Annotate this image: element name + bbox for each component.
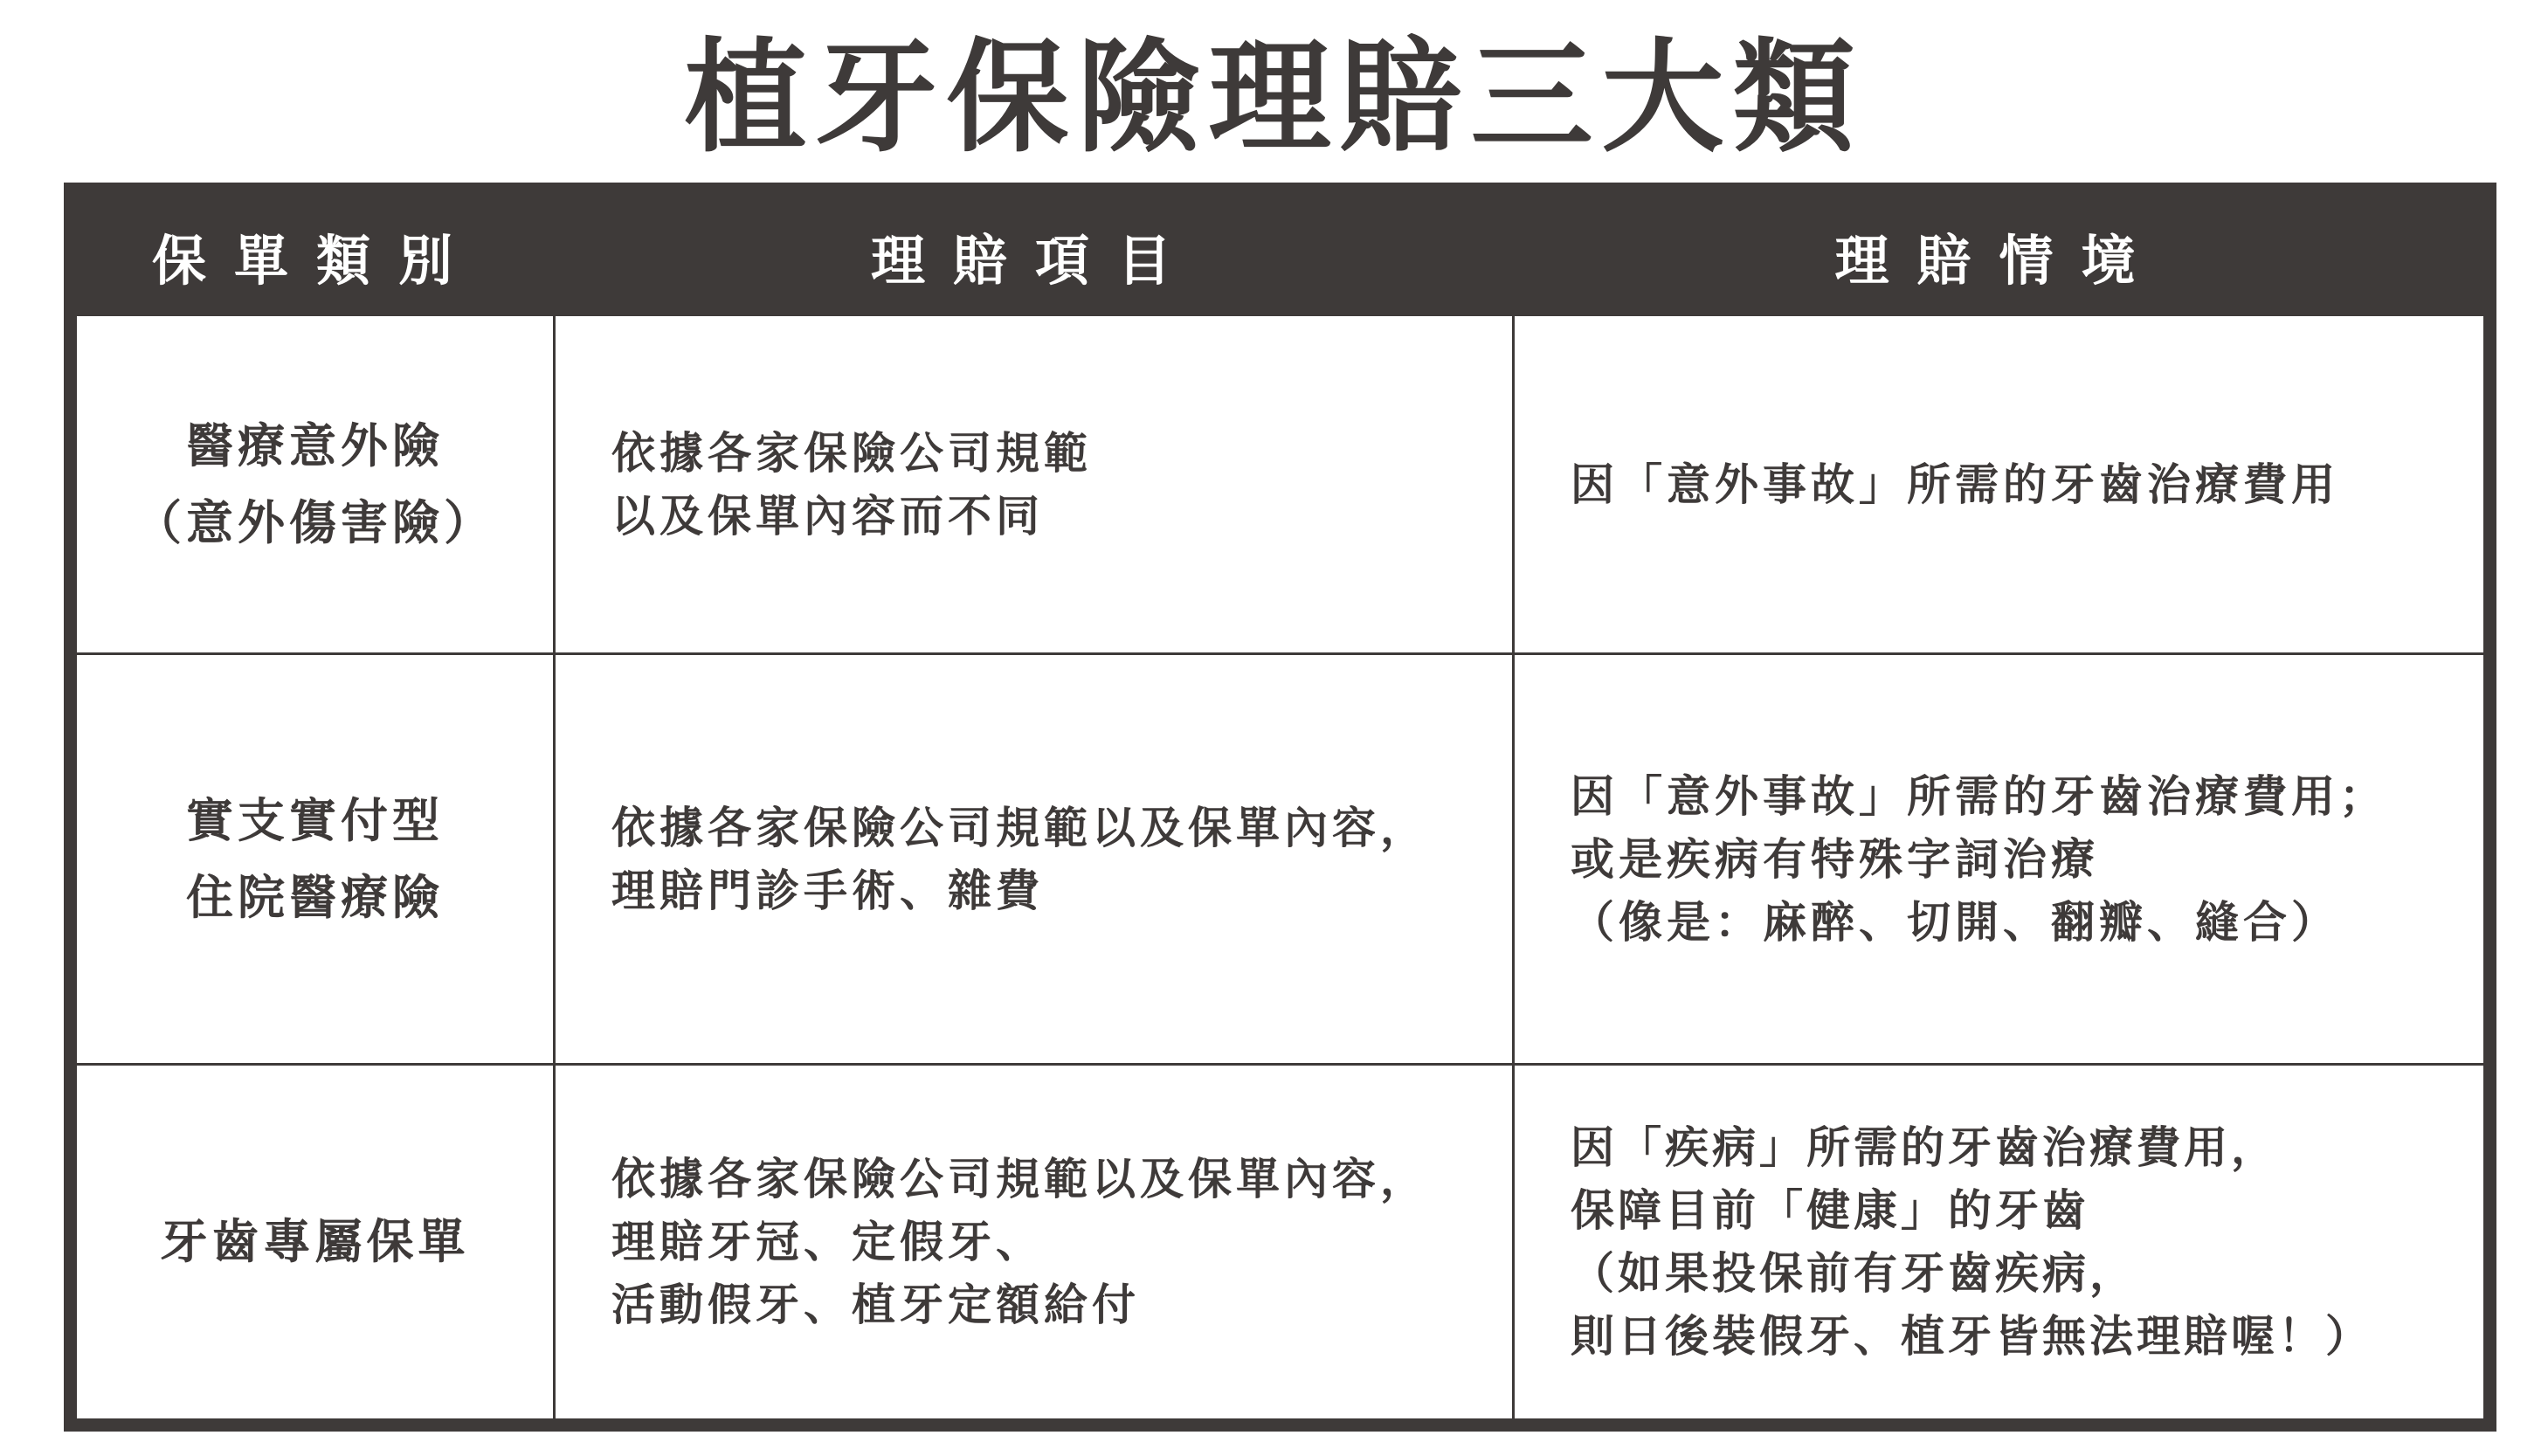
row-1-items (556, 316, 1515, 655)
row-1-category-line-2: （意外傷害險） (135, 494, 495, 550)
row-2-scenario-line-2: 或是疾病有特殊字詞治療 (1571, 833, 2099, 885)
row-2-category-line-1: 實支實付型 (186, 792, 444, 848)
row-1-scenario (1515, 316, 2483, 655)
page-title: 植牙保險理賠三大類 (684, 27, 1864, 169)
header-claim-scenario: 理賠情境 (1515, 196, 2483, 316)
row-3-category (77, 1066, 556, 1418)
row-3-items-line-2: 理賠牙冠、定假牙、 (611, 1217, 1044, 1267)
row-3-scenario (1515, 1066, 2483, 1418)
row-3-items-line-1: 依據各家保險公司規範以及保單內容， (611, 1154, 1428, 1204)
row-2-category-line-2: 住院醫療險 (186, 869, 444, 925)
row-2-scenario (1515, 655, 2483, 1066)
row-1-items-line-2: 以及保單內容而不同 (611, 490, 1044, 542)
row-2-category (77, 655, 556, 1066)
insurance-claims-table (64, 183, 2496, 1432)
row-3-items-line-3: 活動假牙、植牙定額給付 (611, 1280, 1140, 1330)
row-3-scenario-line-3: （如果投保前有牙齒疾病， (1571, 1248, 2137, 1299)
row-2-scenario-line-1: 因「意外事故」所需的牙齒治療費用； (1571, 770, 2387, 822)
row-3-items (556, 1066, 1515, 1418)
row-2-scenario-line-3: （像是：麻醉、切開、翻瓣、縫合） (1571, 896, 2339, 948)
row-1-category-line-1: 醫療意外險 (186, 417, 444, 473)
row-3-scenario-line-2: 保障目前「健康」的牙齒 (1571, 1185, 2089, 1236)
row-2-items-line-1: 依據各家保險公司規範以及保單內容， (611, 802, 1428, 853)
row-3-category-line-1: 牙齒專屬保單 (160, 1214, 470, 1269)
row-3-scenario-line-4: 則日後裝假牙、植牙皆無法理賠喔！） (1571, 1311, 2372, 1362)
row-2-items (556, 655, 1515, 1066)
header-policy-type: 保單類別 (77, 196, 556, 316)
row-2-items-line-2: 理賠門診手術、雜費 (611, 865, 1044, 916)
row-1-scenario-line-1: 因「意外事故」所需的牙齒治療費用 (1571, 459, 2339, 510)
row-1-category (77, 316, 556, 655)
row-1-items-line-1: 依據各家保險公司規範 (611, 427, 1092, 479)
header-claim-items: 理賠項目 (556, 196, 1515, 316)
row-3-scenario-line-1: 因「疾病」所需的牙齒治療費用， (1571, 1122, 2278, 1173)
